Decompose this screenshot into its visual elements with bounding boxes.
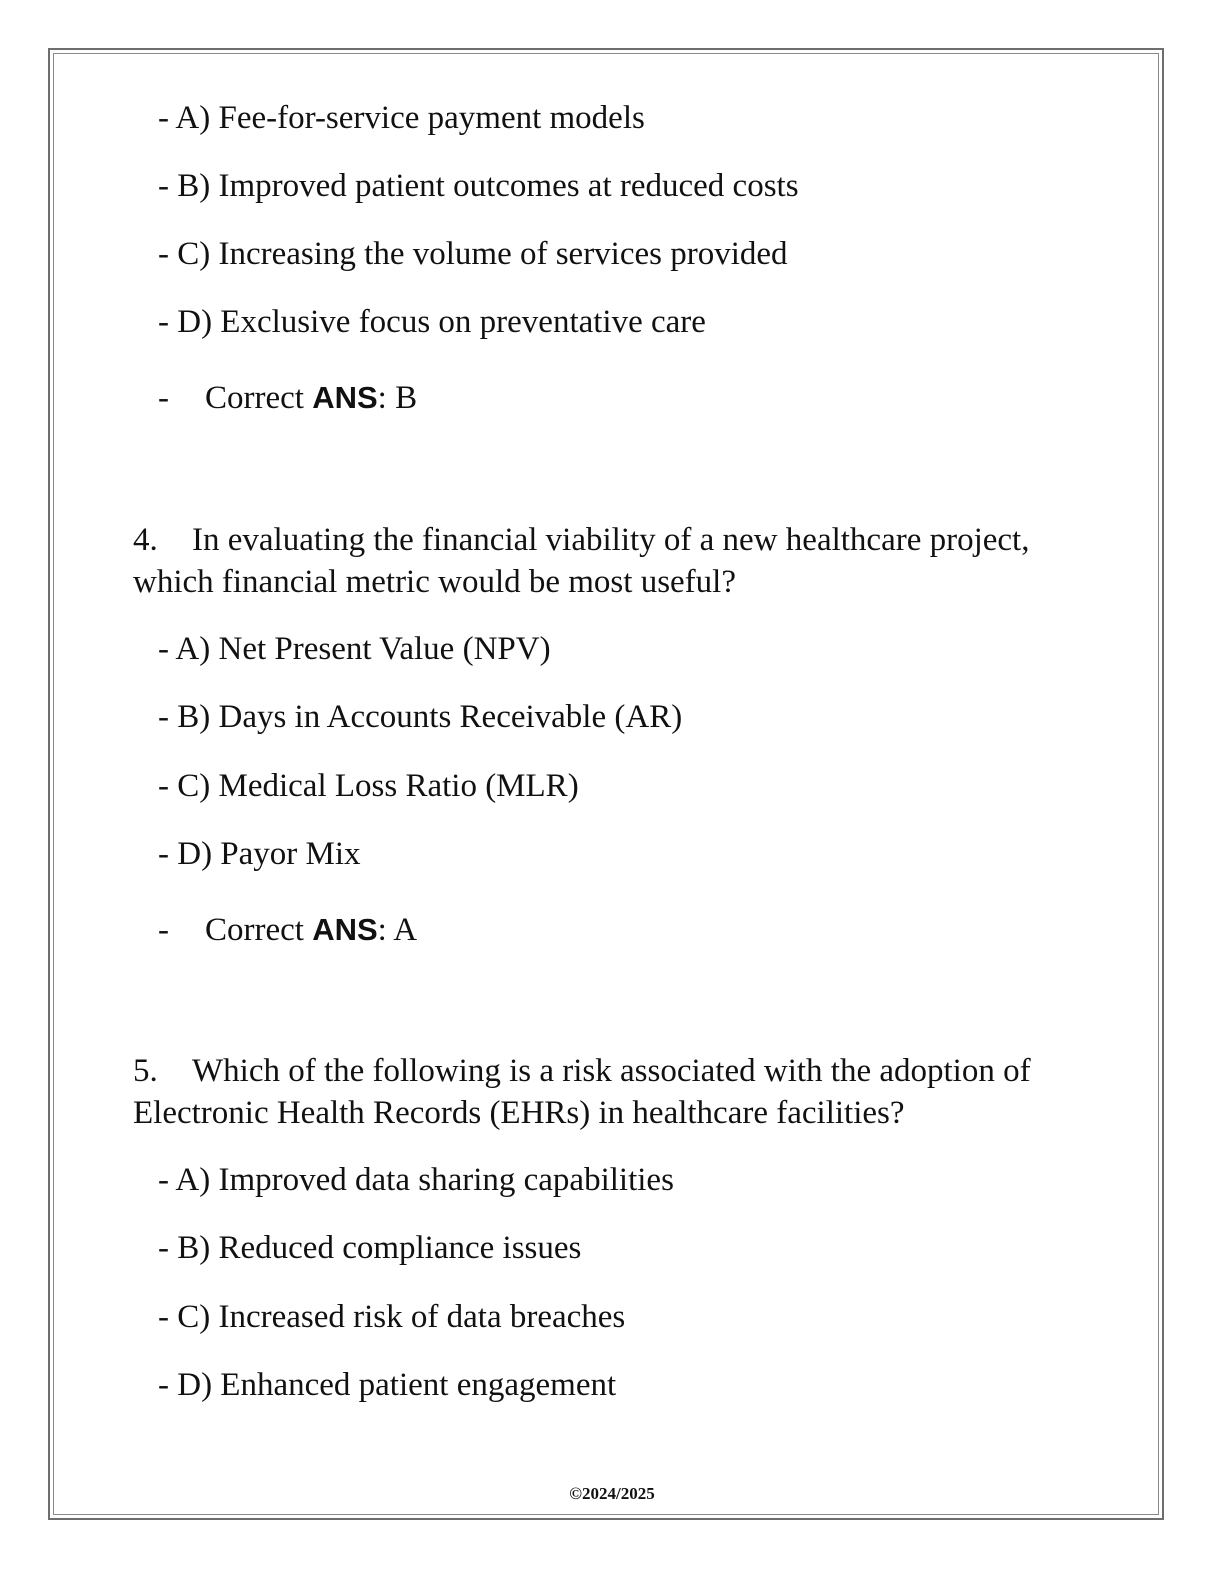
prev-question-option-b: - B) Improved patient outcomes at reduced costs <box>158 168 799 204</box>
question-4 <box>133 519 1093 603</box>
question-4-answer <box>205 910 417 950</box>
prev-answer-prefix: Correct <box>205 380 313 416</box>
prev-question-option-a: - A) Fee-for-service payment models <box>158 100 645 136</box>
question-4-answer-prefix: Correct <box>205 912 313 948</box>
question-4-number: 4. <box>133 522 158 558</box>
question-4-option-d: - D) Payor Mix <box>158 836 361 872</box>
prev-answer-dash: - <box>158 380 169 416</box>
question-5-option-c: - C) Increased risk of data breaches <box>158 1299 626 1335</box>
question-5-option-b: - B) Reduced compliance issues <box>158 1230 582 1266</box>
prev-question-option-c: - C) Increasing the volume of services provided <box>158 236 788 272</box>
question-5-number: 5. <box>133 1053 158 1089</box>
copyright-footer: ©2024/2025 <box>569 1484 655 1503</box>
question-4-text: In evaluating the financial viability of a new healthcare project, which financial metric would be most useful? <box>133 522 1030 600</box>
prev-answer-value: : B <box>377 380 418 416</box>
question-4-option-a: - A) Net Present Value (NPV) <box>158 631 551 667</box>
question-5 <box>133 1050 1093 1134</box>
question-4-option-b: - B) Days in Accounts Receivable (AR) <box>158 699 683 735</box>
prev-question-option-d: - D) Exclusive focus on preventative care <box>158 304 706 340</box>
prev-answer <box>205 378 417 418</box>
question-5-option-d: - D) Enhanced patient engagement <box>158 1367 617 1403</box>
question-5-text: Which of the following is a risk associated with the adoption of Electronic Health Records (EHRs) in healthcare facilities? <box>133 1053 1031 1131</box>
question-4-option-c: - C) Medical Loss Ratio (MLR) <box>158 768 579 804</box>
question-4-answer-dash: - <box>158 912 169 948</box>
prev-answer-label: ANS <box>312 380 378 415</box>
question-4-answer-label: ANS <box>312 912 378 947</box>
question-4-answer-value: : A <box>377 912 418 948</box>
question-5-option-a: - A) Improved data sharing capabilities <box>158 1162 674 1198</box>
